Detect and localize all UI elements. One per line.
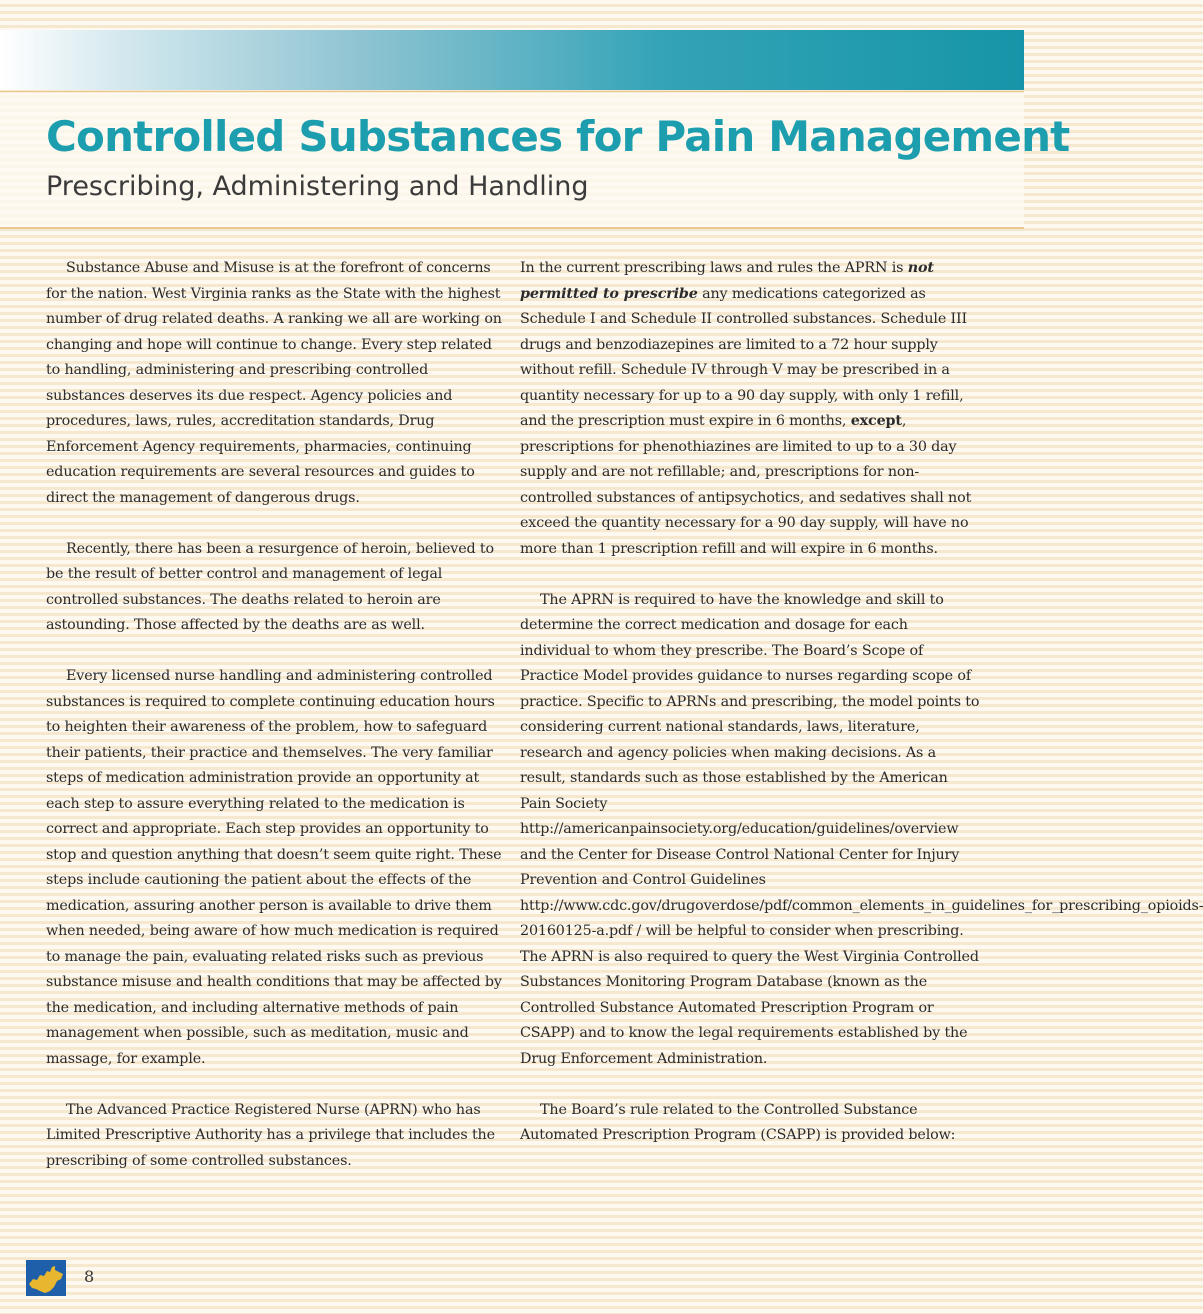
header-rule-bottom (0, 227, 1024, 229)
knowledge-skill-paragraph (520, 588, 1203, 1073)
page-number: 8 (84, 1267, 95, 1286)
nurse-education-paragraph: Every licensed nurse handling and administering controlled substances is required to complete continuing education hours to heighten their awareness of the problem, how to safeguard their patients, their practice and themselves. The very familiar steps of medication administration provide an opportunity at each step to assure everything related to the medication is correct and appropriate. Each step provides an opportunity to stop and question anything that doesn’t seem quite right. These steps include cautioning the patient about the effects of the medication, assuring another person is available to drive them when needed, being aware of how much medication is required to manage the pain, evaluating related risks such as previous substance misuse and health conditions that may be affected by the medication, and including alternative methods of pain management when possible, such as meditation, music and massage, for example. (46, 668, 502, 1067)
left-column (46, 256, 508, 1200)
knowledge-text-3: will be helpful to consider when prescribing. The APRN is also required to query the West Virginia Controlled Substances Monitoring Program Database (known as the Controlled Substance Automated Prescription Program or CSAPP) and to know the legal requirements established by the Drug Enforcement Administration. (520, 923, 979, 1067)
csapp-rule-paragraph: The Board’s rule related to the Controlled Substance Automated Prescription Program (CSAPP) is provided below: (520, 1101, 956, 1143)
knowledge-text-1: The APRN is required to have the knowledge and skill to determine the correct medication and dosage for each individual to whom they prescribe. The Board’s Scope of Practice Model provides guidance to nurses regarding scope of practice. Specific to APRNs and prescribing, the model points to considering current national standards, laws, literature, research and agency policies when making decisions. As a result, standards such as those established by the American Pain Society (520, 591, 980, 812)
limits-text-3: , prescriptions for phenothiazines are limited to up to a 30 day supply and are not refillable; and, prescriptions for non-controlled substances of antipsychotics, and sedatives shall not exceed the quantity necessary for a 90 day supply, will have no more than 1 prescription refill and will expire in 6 months. (520, 413, 972, 557)
heroin-paragraph: Recently, there has been a resurgence of heroin, believed to be the result of better control and management of legal controlled substances. The deaths related to heroin are astounding. Those affected by the deaths are as well. (46, 540, 494, 633)
page-title: Controlled Substances for Pain Management (46, 112, 1070, 161)
west-virginia-state-icon (26, 1260, 66, 1296)
not-permitted-emphasis: not permitted to prescribe (520, 260, 934, 302)
except-emphasis: except (850, 413, 902, 429)
prescribing-limits-paragraph (520, 256, 982, 562)
header-color-band (0, 30, 1024, 90)
knowledge-text-2: and the Center for Disease Control National Center for Injury Prevention and Control Guidelines (520, 846, 960, 888)
intro-paragraph: Substance Abuse and Misuse is at the forefront of concerns for the nation. West Virginia ranks as the State with the highest number of drug related deaths. A ranking we all are working on changing and hope will continue to change. Every step related to handling, administering and prescribing controlled substances deserves its due respect. Agency policies and procedures, laws, rules, accreditation standards, Drug Enforcement Agency requirements, pharmacies, continuing education requirements are several resources and guides to direct the management of dangerous drugs. (46, 260, 502, 506)
american-pain-society-link[interactable]: http://americanpainsociety.org/education/guidelines/overview (520, 821, 959, 837)
right-column (520, 256, 1203, 1174)
limits-text-2: any medications categorized as Schedule I and Schedule II controlled substances. Schedule III drugs and benzodiazepines are limited to a 72 hour supply without refill. Schedule IV through V may be prescribed in a quantity necessary for up to a 90 day supply, with only 1 refill, and the prescription must expire in 6 months, (520, 285, 968, 429)
limits-text-1: In the current prescribing laws and rules the APRN is (520, 260, 908, 276)
cdc-guidelines-link[interactable]: http://www.cdc.gov/drugoverdose/pdf/common_elements_in_guidelines_for_prescribing_opioids-20160125-a.pdf / (520, 897, 1203, 939)
page-subtitle: Prescribing, Administering and Handling (46, 171, 589, 202)
aprn-authority-paragraph: The Advanced Practice Registered Nurse (APRN) who has Limited Prescriptive Authority has a privilege that includes the prescribing of some controlled substances. (46, 1101, 495, 1169)
